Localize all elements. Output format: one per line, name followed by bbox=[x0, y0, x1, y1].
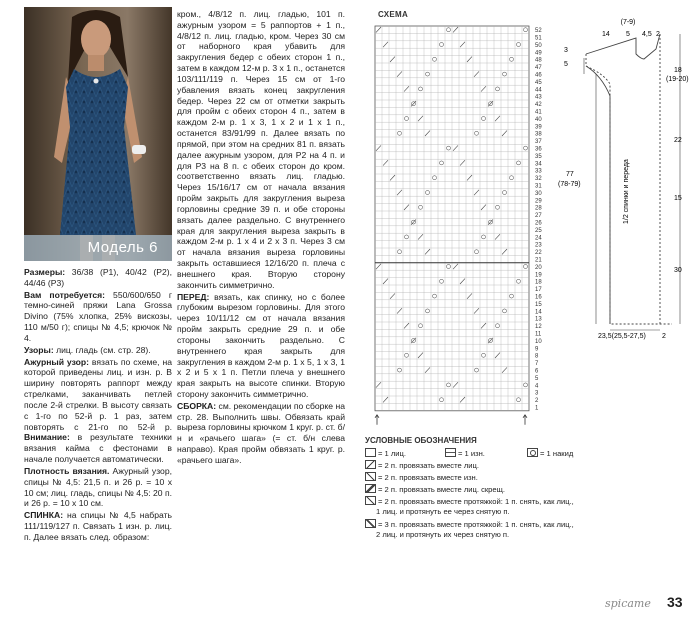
materials-label: Вам потребуется: bbox=[24, 289, 106, 300]
chart-row-number: 8 bbox=[535, 353, 539, 360]
dim-top-right: 4,5 bbox=[642, 31, 652, 38]
assembly-text: см. рекомендации по сборке на стр. 28. Выполнить швы. Обвязать край выреза горловины крючком 1 круг. р. ст. б/н и «рачьего шага» (= ст. б/н слева направо). Края пройм обвязать 1 круг. р. «рачьего шага». bbox=[177, 400, 345, 465]
openwork-label: Ажурный узор: bbox=[24, 356, 90, 367]
model-illustration bbox=[24, 7, 172, 261]
chart-row-number: 50 bbox=[535, 42, 542, 49]
ssk-symbol-icon bbox=[365, 496, 376, 505]
attention-text: в результате техники вязания кайма с фестонами в начале получается автоматически. bbox=[24, 432, 172, 465]
materials-text: 550/600/650 г темно-синей пряжи Lana Grossa Divino (75% хлопка, 25% вискозы, 110 м/50 г); спицы № 4,5; крючок № 4. bbox=[24, 289, 173, 343]
dim-right-18: 18 bbox=[674, 67, 682, 74]
chart-row-number: 52 bbox=[535, 28, 542, 35]
chart-row-number: 3 bbox=[535, 390, 539, 397]
dim-top-neck: (7-9) bbox=[620, 19, 636, 26]
chart-row-number: 30 bbox=[535, 190, 542, 197]
knitting-chart bbox=[353, 18, 543, 438]
chart-row-number: 12 bbox=[535, 324, 542, 331]
chart-row-number: 31 bbox=[535, 183, 542, 190]
model-caption: Модель 6 bbox=[24, 235, 172, 261]
chart-row-number: 18 bbox=[535, 279, 542, 286]
dim-height-77b: (78-79) bbox=[558, 181, 581, 188]
k2tog-symbol-icon bbox=[365, 460, 376, 469]
left-text-column bbox=[24, 267, 172, 544]
chart-row-number: 15 bbox=[535, 301, 542, 308]
dim-top-right-mark: 2 bbox=[656, 31, 660, 38]
dim-left-5: 5 bbox=[564, 61, 568, 68]
chart-row-number: 25 bbox=[535, 227, 542, 234]
chart-row-number: 4 bbox=[535, 383, 539, 390]
chart-row-number: 47 bbox=[535, 65, 542, 72]
dim-right-30: 30 bbox=[674, 267, 682, 274]
chart-row-number: 16 bbox=[535, 294, 542, 301]
chart-row-number: 43 bbox=[535, 94, 542, 101]
chart-row-number: 28 bbox=[535, 205, 542, 212]
model-photo bbox=[24, 7, 172, 261]
legend-p2tog: = 2 п. провязать вместе изн. bbox=[365, 472, 478, 482]
knit-symbol-icon bbox=[365, 448, 376, 457]
legend-yarnover: = 1 накид bbox=[527, 448, 573, 458]
front-text: вязать, как спинку, но с более глубоким вырезом горловины. Для этого через 10/11/12 см от начала вязания пройм закрыть средние 29 п. и обе стороны закончить раздельно. С внутреннего края закрыть для закругления в каждом 2-м р. 1 х 5, 1 х 3, 1 х 2 и 5 х 1 п. Петли плеча у внешнего края закрыть на высоте спинки. Вторую сторону закончить симметрично. bbox=[177, 291, 345, 399]
chart-row-number: 2 bbox=[535, 398, 539, 405]
chart-row-number: 46 bbox=[535, 72, 542, 79]
yarnover-symbol-icon bbox=[527, 448, 538, 457]
legend-purl: = 1 изн. bbox=[445, 448, 485, 458]
chart-row-number: 40 bbox=[535, 116, 542, 123]
k2tog-tbl-symbol-icon bbox=[365, 484, 376, 493]
attention-label: Внимание: bbox=[24, 432, 70, 443]
middle-text-column bbox=[177, 9, 345, 467]
chart-row-number: 23 bbox=[535, 242, 542, 249]
dim-height-77: 77 bbox=[566, 171, 574, 178]
legend-sk2p-cont: 2 лиц. и протянуть их через снятую п. bbox=[376, 530, 510, 539]
p2tog-symbol-icon bbox=[365, 472, 376, 481]
chart-row-number: 44 bbox=[535, 87, 542, 94]
chart-row-number: 36 bbox=[535, 146, 542, 153]
chart-row-number: 41 bbox=[535, 109, 542, 116]
chart-row-number: 38 bbox=[535, 131, 542, 138]
legend-sk2p: = 3 п. провязать вместе протяжкой: 1 п. снять, как лиц., bbox=[365, 519, 574, 529]
chart-row-number: 14 bbox=[535, 309, 542, 316]
back-instructions: кром., 4/8/12 п. лиц. гладью, 101 п. ажурным узором = 5 раппортов + 1 п., 4/8/12 п. лиц. гладью, кром. Через 30 см от наборного края убавить для закругления бедер с обеих сторон 1 п., затем в каждом 12-м р. 3 х 1 п., останется 103/111/119 п. Через 15 см от 1-го убавления вязать конец закругления бедер. Через 22 см от отметки закрыть для пройм с обеих сторон 4 п., затем в каждом 2-м р. 1 х 3, 1 х 2 и 1 х 1 п., останется 83/91/99 п. Далее вязать по прямой, при этом на средних 81 п. вязать далее ажурным узором, для P2 на 4 п. и для P3 на 8 п. с обеих сторон до кром. соответственно вязать лиц. гладью. Через 15/16/17 см от начала вязания пройм закрыть для закругления выреза горловины средние 39 п. и обе стороны вязать далее раздельно. С внутреннего края для закругления выреза закрыть в каждом 2-м р. 1 х 4 и 2 х 3 п. Через 3 см от начала вязания выреза горловины закрыть оставшиеся 12/16/20 п. плеча с внешнего края. Вторую сторону закончить симметрично. bbox=[177, 9, 345, 290]
density-text: Ажурный узор, спицы № 4,5: 21,5 п. и 26 р. = 10 х 10 см; лиц. гладь, спицы № 4,5: 20 п. и 26 р. = 10 х 10 см. bbox=[24, 465, 172, 509]
dim-bottom-mark: 2 bbox=[662, 333, 666, 340]
chart-row-number: 48 bbox=[535, 57, 542, 64]
legend-title: УСЛОВНЫЕ ОБОЗНАЧЕНИЯ bbox=[365, 436, 477, 445]
openwork-text: вязать по схеме, на которой приведены лиц. и изн. р. В ширину повторять раппорт между стрелками, заканчивать петлей после 2-й стрелки. В высоту связать с 1-го по 52-й р. 1 раз, затем повторять с 21-го по 52-й р. bbox=[24, 356, 172, 432]
chart-row-number: 24 bbox=[535, 235, 542, 242]
legend-k2tog-tbl: = 2 п. провязать вместе лиц. скрещ. bbox=[365, 484, 505, 494]
chart-row-number: 26 bbox=[535, 220, 542, 227]
garment-schematic bbox=[556, 14, 700, 344]
schematic-center-label: 1/2 спинки и переда bbox=[623, 159, 630, 224]
chart-row-number: 22 bbox=[535, 250, 542, 257]
chart-repeat-arrow-icon bbox=[523, 415, 527, 425]
chart-row-number: 21 bbox=[535, 257, 542, 264]
chart-row-number: 29 bbox=[535, 198, 542, 205]
page-number: 33 bbox=[667, 594, 683, 610]
patterns-label: Узоры: bbox=[24, 344, 54, 355]
sk2p-symbol-icon bbox=[365, 519, 376, 528]
legend-ssk-cont: 1 лиц. и протянуть ее через снятую п. bbox=[376, 507, 510, 516]
sizes-text: 36/38 (P1), 40/42 (P2), 44/46 (P3) bbox=[24, 267, 172, 288]
chart-row-number: 11 bbox=[535, 331, 542, 338]
chart-row-number: 42 bbox=[535, 102, 542, 109]
chart-row-number: 7 bbox=[535, 361, 539, 368]
brand-logo: spicame bbox=[605, 597, 651, 610]
chart-row-number: 34 bbox=[535, 161, 542, 168]
chart-row-number: 51 bbox=[535, 35, 542, 42]
purl-symbol-icon bbox=[445, 448, 456, 457]
legend-ssk: = 2 п. провязать вместе протяжкой: 1 п. снять, как лиц., bbox=[365, 496, 574, 506]
schema-title: СХЕМА bbox=[378, 10, 409, 19]
chart-row-number: 27 bbox=[535, 213, 542, 220]
front-label: ПЕРЕД: bbox=[177, 291, 210, 302]
chart-row-number: 9 bbox=[535, 346, 539, 353]
chart-row-number: 35 bbox=[535, 153, 542, 160]
dim-top-neck-val: 5 bbox=[626, 31, 630, 38]
chart-row-number: 1 bbox=[535, 405, 539, 412]
chart-row-number: 10 bbox=[535, 338, 542, 345]
patterns-text: лиц. гладь (см. стр. 28). bbox=[53, 344, 151, 355]
back-label: СПИНКА: bbox=[24, 510, 64, 521]
chart-row-number: 19 bbox=[535, 272, 542, 279]
dim-right-22: 22 bbox=[674, 137, 682, 144]
legend-k2tog: = 2 п. провязать вместе лиц. bbox=[365, 460, 479, 470]
dim-right-15: 15 bbox=[674, 195, 682, 202]
chart-repeat-arrow-icon bbox=[375, 415, 379, 425]
density-label: Плотность вязания. bbox=[24, 465, 110, 476]
chart-row-number: 20 bbox=[535, 264, 542, 271]
dim-left-3: 3 bbox=[564, 47, 568, 54]
back-text: на спицы № 4,5 набрать 111/119/127 п. Связать 1 изн. р. лиц. п. Далее вязать след. образом: bbox=[24, 510, 172, 542]
chart-row-number: 33 bbox=[535, 168, 542, 175]
chart-row-number: 13 bbox=[535, 316, 542, 323]
chart-row-number: 5 bbox=[535, 375, 539, 382]
legend-knit: = 1 лиц. bbox=[365, 448, 406, 458]
sizes-label: Размеры: bbox=[24, 267, 66, 277]
assembly-label: СБОРКА: bbox=[177, 400, 217, 411]
chart-row-number: 49 bbox=[535, 50, 542, 57]
chart-row-number: 39 bbox=[535, 124, 542, 131]
dim-top-left: 14 bbox=[602, 31, 610, 38]
chart-row-number: 45 bbox=[535, 79, 542, 86]
chart-row-number: 17 bbox=[535, 287, 542, 294]
chart-row-number: 6 bbox=[535, 368, 539, 375]
chart-row-number: 37 bbox=[535, 139, 542, 146]
dim-right-18b: (19-20) bbox=[666, 76, 689, 83]
chart-row-number: 32 bbox=[535, 176, 542, 183]
dim-bottom-width: 23,5(25,5-27,5) bbox=[598, 333, 646, 340]
